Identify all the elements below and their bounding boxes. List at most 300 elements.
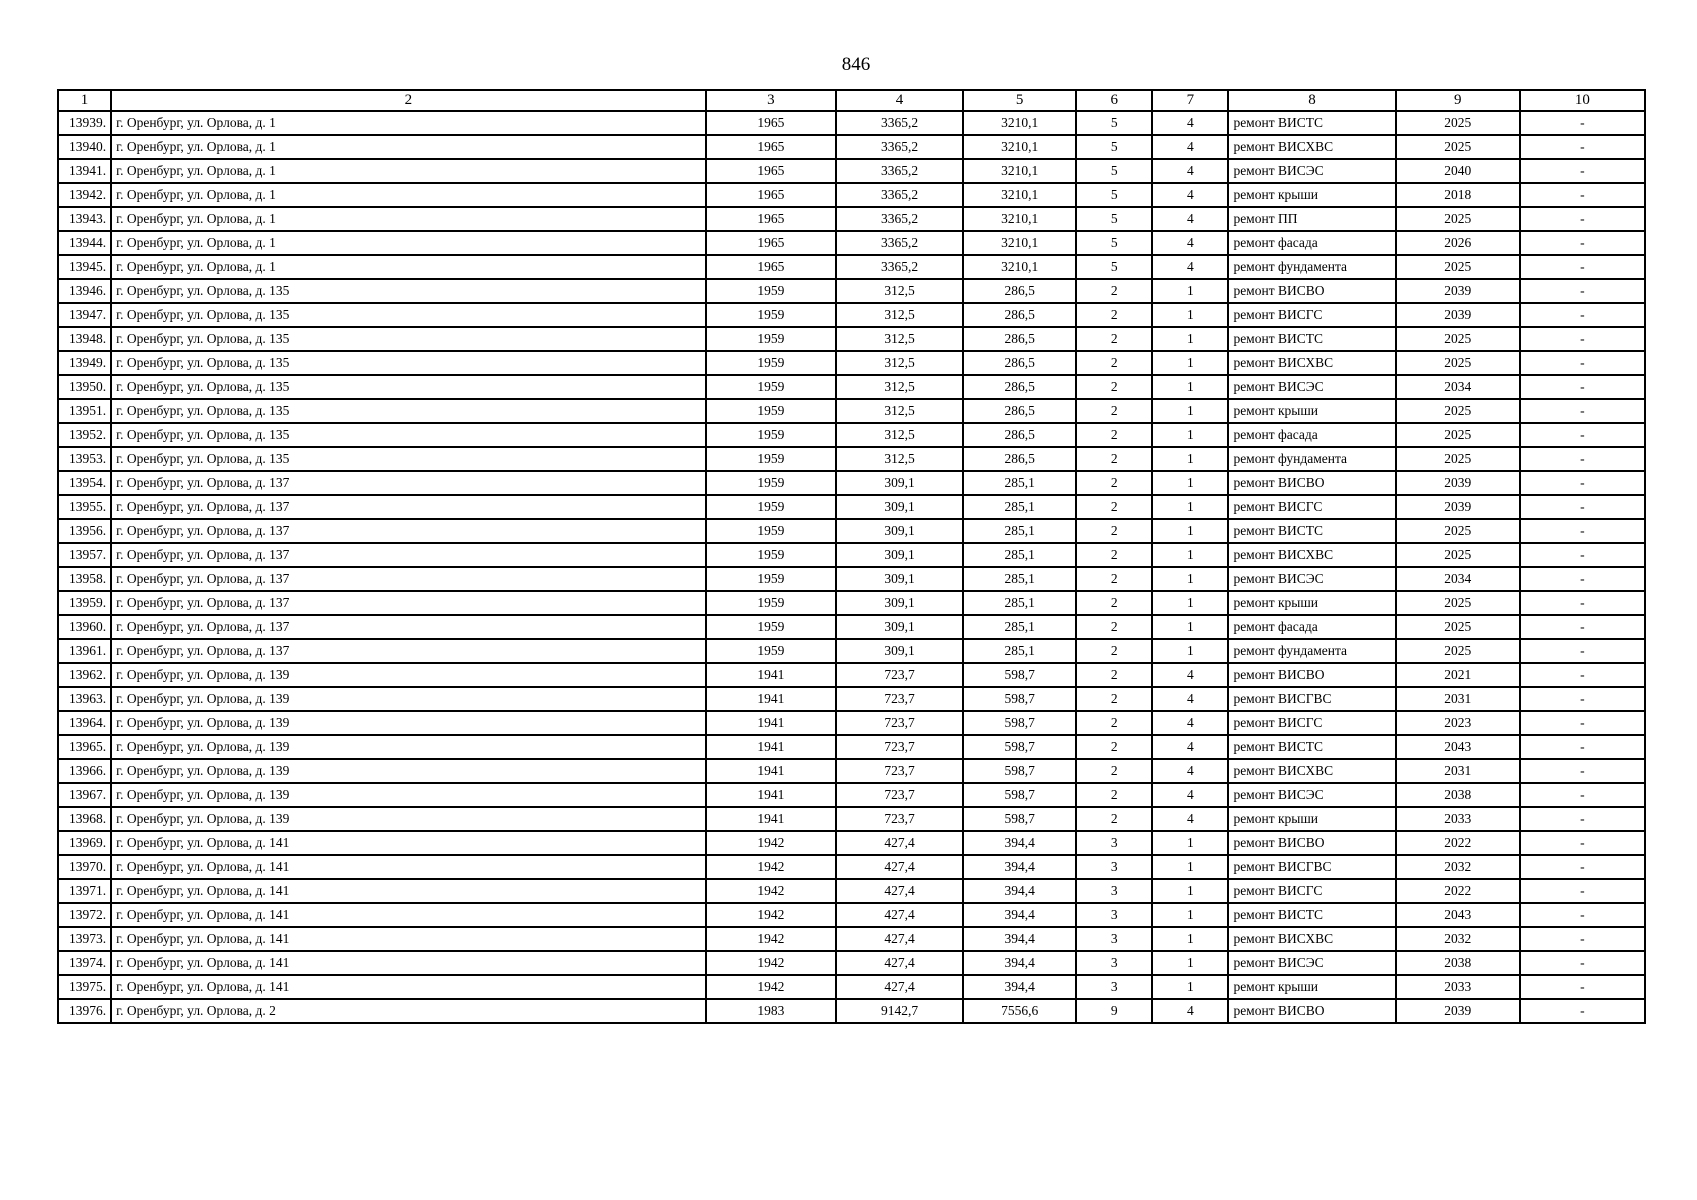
floors-cell: 2 [1076, 807, 1152, 831]
entrances-cell: 1 [1152, 471, 1228, 495]
address-cell: г. Оренбург, ул. Орлова, д. 135 [111, 375, 706, 399]
living-area-cell: 285,1 [963, 639, 1076, 663]
entrances-cell: 4 [1152, 207, 1228, 231]
address-cell: г. Оренбург, ул. Орлова, д. 141 [111, 903, 706, 927]
work-type-cell: ремонт ВИСЭС [1228, 783, 1395, 807]
work-type-cell: ремонт ВИСЭС [1228, 159, 1395, 183]
living-area-cell: 286,5 [963, 279, 1076, 303]
row-number-cell: 13965. [58, 735, 111, 759]
living-area-cell: 394,4 [963, 879, 1076, 903]
living-area-cell: 285,1 [963, 543, 1076, 567]
planned-year-cell: 2022 [1396, 831, 1520, 855]
entrances-cell: 4 [1152, 111, 1228, 135]
living-area-cell: 598,7 [963, 783, 1076, 807]
note-cell: - [1520, 519, 1645, 543]
table-row [58, 111, 1645, 135]
address-cell: г. Оренбург, ул. Орлова, д. 141 [111, 975, 706, 999]
work-type-cell: ремонт фундамента [1228, 255, 1395, 279]
total-area-cell: 3365,2 [836, 159, 963, 183]
table-row [58, 543, 1645, 567]
floors-cell: 3 [1076, 831, 1152, 855]
floors-cell: 5 [1076, 183, 1152, 207]
planned-year-cell: 2025 [1396, 135, 1520, 159]
floors-cell: 3 [1076, 927, 1152, 951]
entrances-cell: 4 [1152, 687, 1228, 711]
year-cell: 1959 [706, 303, 836, 327]
work-type-cell: ремонт ВИСВО [1228, 279, 1395, 303]
address-cell: г. Оренбург, ул. Орлова, д. 1 [111, 255, 706, 279]
address-cell: г. Оренбург, ул. Орлова, д. 141 [111, 831, 706, 855]
year-cell: 1942 [706, 831, 836, 855]
floors-cell: 2 [1076, 447, 1152, 471]
table-row [58, 735, 1645, 759]
table-row [58, 615, 1645, 639]
total-area-cell: 427,4 [836, 855, 963, 879]
total-area-cell: 723,7 [836, 735, 963, 759]
note-cell: - [1520, 207, 1645, 231]
entrances-cell: 4 [1152, 255, 1228, 279]
note-cell: - [1520, 735, 1645, 759]
note-cell: - [1520, 543, 1645, 567]
floors-cell: 2 [1076, 759, 1152, 783]
year-cell: 1965 [706, 111, 836, 135]
address-cell: г. Оренбург, ул. Орлова, д. 135 [111, 327, 706, 351]
address-cell: г. Оренбург, ул. Орлова, д. 139 [111, 711, 706, 735]
table-row [58, 807, 1645, 831]
note-cell: - [1520, 831, 1645, 855]
note-cell: - [1520, 711, 1645, 735]
living-area-cell: 394,4 [963, 951, 1076, 975]
living-area-cell: 598,7 [963, 759, 1076, 783]
work-type-cell: ремонт фасада [1228, 231, 1395, 255]
work-type-cell: ремонт ВИСВО [1228, 471, 1395, 495]
planned-year-cell: 2025 [1396, 591, 1520, 615]
living-area-cell: 598,7 [963, 711, 1076, 735]
note-cell: - [1520, 591, 1645, 615]
address-cell: г. Оренбург, ул. Орлова, д. 137 [111, 615, 706, 639]
work-type-cell: ремонт ВИСТС [1228, 903, 1395, 927]
work-type-cell: ремонт ВИСГС [1228, 879, 1395, 903]
register-table [57, 89, 1646, 1024]
year-cell: 1965 [706, 183, 836, 207]
total-area-cell: 723,7 [836, 711, 963, 735]
column-header: 9 [1396, 90, 1520, 111]
total-area-cell: 427,4 [836, 831, 963, 855]
column-header: 6 [1076, 90, 1152, 111]
address-cell: г. Оренбург, ул. Орлова, д. 137 [111, 591, 706, 615]
year-cell: 1941 [706, 807, 836, 831]
floors-cell: 3 [1076, 855, 1152, 879]
floors-cell: 2 [1076, 399, 1152, 423]
entrances-cell: 4 [1152, 735, 1228, 759]
total-area-cell: 723,7 [836, 783, 963, 807]
total-area-cell: 427,4 [836, 975, 963, 999]
note-cell: - [1520, 783, 1645, 807]
table-row [58, 375, 1645, 399]
planned-year-cell: 2025 [1396, 423, 1520, 447]
year-cell: 1959 [706, 591, 836, 615]
note-cell: - [1520, 879, 1645, 903]
entrances-cell: 4 [1152, 159, 1228, 183]
table-row [58, 495, 1645, 519]
floors-cell: 3 [1076, 879, 1152, 903]
living-area-cell: 394,4 [963, 831, 1076, 855]
total-area-cell: 309,1 [836, 519, 963, 543]
note-cell: - [1520, 975, 1645, 999]
note-cell: - [1520, 927, 1645, 951]
address-cell: г. Оренбург, ул. Орлова, д. 139 [111, 687, 706, 711]
row-number-cell: 13962. [58, 663, 111, 687]
work-type-cell: ремонт крыши [1228, 591, 1395, 615]
planned-year-cell: 2025 [1396, 351, 1520, 375]
table-row [58, 687, 1645, 711]
year-cell: 1941 [706, 735, 836, 759]
floors-cell: 9 [1076, 999, 1152, 1023]
entrances-cell: 1 [1152, 495, 1228, 519]
entrances-cell: 1 [1152, 303, 1228, 327]
entrances-cell: 4 [1152, 231, 1228, 255]
planned-year-cell: 2031 [1396, 687, 1520, 711]
year-cell: 1942 [706, 975, 836, 999]
address-cell: г. Оренбург, ул. Орлова, д. 139 [111, 783, 706, 807]
entrances-cell: 1 [1152, 399, 1228, 423]
work-type-cell: ремонт ВИСХВС [1228, 543, 1395, 567]
row-number-cell: 13943. [58, 207, 111, 231]
year-cell: 1965 [706, 255, 836, 279]
entrances-cell: 4 [1152, 999, 1228, 1023]
row-number-cell: 13973. [58, 927, 111, 951]
note-cell: - [1520, 399, 1645, 423]
row-number-cell: 13952. [58, 423, 111, 447]
note-cell: - [1520, 639, 1645, 663]
address-cell: г. Оренбург, ул. Орлова, д. 137 [111, 495, 706, 519]
floors-cell: 2 [1076, 375, 1152, 399]
planned-year-cell: 2025 [1396, 207, 1520, 231]
row-number-cell: 13966. [58, 759, 111, 783]
row-number-cell: 13950. [58, 375, 111, 399]
table-row [58, 447, 1645, 471]
entrances-cell: 4 [1152, 783, 1228, 807]
living-area-cell: 394,4 [963, 927, 1076, 951]
entrances-cell: 1 [1152, 567, 1228, 591]
work-type-cell: ремонт фасада [1228, 615, 1395, 639]
year-cell: 1959 [706, 279, 836, 303]
row-number-cell: 13957. [58, 543, 111, 567]
entrances-cell: 4 [1152, 663, 1228, 687]
living-area-cell: 598,7 [963, 687, 1076, 711]
year-cell: 1959 [706, 375, 836, 399]
table-row [58, 255, 1645, 279]
floors-cell: 3 [1076, 975, 1152, 999]
living-area-cell: 3210,1 [963, 207, 1076, 231]
column-header: 10 [1520, 90, 1645, 111]
planned-year-cell: 2025 [1396, 255, 1520, 279]
planned-year-cell: 2039 [1396, 303, 1520, 327]
year-cell: 1959 [706, 615, 836, 639]
note-cell: - [1520, 759, 1645, 783]
column-header: 5 [963, 90, 1076, 111]
row-number-cell: 13974. [58, 951, 111, 975]
note-cell: - [1520, 615, 1645, 639]
floors-cell: 2 [1076, 615, 1152, 639]
total-area-cell: 9142,7 [836, 999, 963, 1023]
table-row [58, 231, 1645, 255]
work-type-cell: ремонт ВИСХВС [1228, 351, 1395, 375]
year-cell: 1959 [706, 543, 836, 567]
planned-year-cell: 2025 [1396, 399, 1520, 423]
floors-cell: 5 [1076, 135, 1152, 159]
row-number-cell: 13951. [58, 399, 111, 423]
total-area-cell: 309,1 [836, 591, 963, 615]
planned-year-cell: 2026 [1396, 231, 1520, 255]
row-number-cell: 13961. [58, 639, 111, 663]
note-cell: - [1520, 183, 1645, 207]
row-number-cell: 13939. [58, 111, 111, 135]
note-cell: - [1520, 375, 1645, 399]
table-row [58, 399, 1645, 423]
living-area-cell: 3210,1 [963, 111, 1076, 135]
table-row [58, 159, 1645, 183]
floors-cell: 2 [1076, 471, 1152, 495]
total-area-cell: 312,5 [836, 399, 963, 423]
row-number-cell: 13956. [58, 519, 111, 543]
total-area-cell: 3365,2 [836, 207, 963, 231]
total-area-cell: 3365,2 [836, 111, 963, 135]
work-type-cell: ремонт ВИСГС [1228, 495, 1395, 519]
address-cell: г. Оренбург, ул. Орлова, д. 141 [111, 855, 706, 879]
row-number-cell: 13948. [58, 327, 111, 351]
living-area-cell: 285,1 [963, 495, 1076, 519]
year-cell: 1965 [706, 207, 836, 231]
row-number-cell: 13970. [58, 855, 111, 879]
work-type-cell: ремонт крыши [1228, 807, 1395, 831]
address-cell: г. Оренбург, ул. Орлова, д. 137 [111, 567, 706, 591]
total-area-cell: 309,1 [836, 567, 963, 591]
work-type-cell: ремонт крыши [1228, 183, 1395, 207]
year-cell: 1959 [706, 519, 836, 543]
address-cell: г. Оренбург, ул. Орлова, д. 1 [111, 183, 706, 207]
address-cell: г. Оренбург, ул. Орлова, д. 1 [111, 135, 706, 159]
floors-cell: 2 [1076, 327, 1152, 351]
column-header: 4 [836, 90, 963, 111]
total-area-cell: 723,7 [836, 807, 963, 831]
floors-cell: 2 [1076, 543, 1152, 567]
total-area-cell: 427,4 [836, 927, 963, 951]
entrances-cell: 1 [1152, 855, 1228, 879]
row-number-cell: 13949. [58, 351, 111, 375]
total-area-cell: 312,5 [836, 423, 963, 447]
entrances-cell: 1 [1152, 423, 1228, 447]
table-row [58, 591, 1645, 615]
living-area-cell: 3210,1 [963, 183, 1076, 207]
year-cell: 1959 [706, 447, 836, 471]
year-cell: 1941 [706, 711, 836, 735]
entrances-cell: 4 [1152, 135, 1228, 159]
entrances-cell: 1 [1152, 279, 1228, 303]
year-cell: 1942 [706, 927, 836, 951]
column-header: 1 [58, 90, 111, 111]
entrances-cell: 1 [1152, 327, 1228, 351]
floors-cell: 2 [1076, 303, 1152, 327]
work-type-cell: ремонт ВИСЭС [1228, 567, 1395, 591]
work-type-cell: ремонт крыши [1228, 975, 1395, 999]
floors-cell: 2 [1076, 351, 1152, 375]
year-cell: 1959 [706, 351, 836, 375]
work-type-cell: ремонт ВИСГВС [1228, 855, 1395, 879]
address-cell: г. Оренбург, ул. Орлова, д. 139 [111, 735, 706, 759]
table-row [58, 711, 1645, 735]
entrances-cell: 1 [1152, 903, 1228, 927]
planned-year-cell: 2034 [1396, 375, 1520, 399]
note-cell: - [1520, 159, 1645, 183]
table-row [58, 759, 1645, 783]
entrances-cell: 1 [1152, 927, 1228, 951]
floors-cell: 2 [1076, 639, 1152, 663]
work-type-cell: ремонт фундамента [1228, 639, 1395, 663]
row-number-cell: 13959. [58, 591, 111, 615]
entrances-cell: 1 [1152, 879, 1228, 903]
address-cell: г. Оренбург, ул. Орлова, д. 137 [111, 471, 706, 495]
address-cell: г. Оренбург, ул. Орлова, д. 141 [111, 951, 706, 975]
column-header: 8 [1228, 90, 1395, 111]
note-cell: - [1520, 303, 1645, 327]
table-row [58, 927, 1645, 951]
floors-cell: 2 [1076, 735, 1152, 759]
year-cell: 1959 [706, 471, 836, 495]
entrances-cell: 1 [1152, 951, 1228, 975]
planned-year-cell: 2043 [1396, 735, 1520, 759]
header-row [58, 90, 1645, 111]
work-type-cell: ремонт ВИСХВС [1228, 135, 1395, 159]
planned-year-cell: 2043 [1396, 903, 1520, 927]
living-area-cell: 286,5 [963, 303, 1076, 327]
planned-year-cell: 2039 [1396, 495, 1520, 519]
address-cell: г. Оренбург, ул. Орлова, д. 1 [111, 159, 706, 183]
total-area-cell: 3365,2 [836, 231, 963, 255]
row-number-cell: 13941. [58, 159, 111, 183]
total-area-cell: 309,1 [836, 639, 963, 663]
address-cell: г. Оренбург, ул. Орлова, д. 135 [111, 399, 706, 423]
living-area-cell: 285,1 [963, 519, 1076, 543]
column-header: 2 [111, 90, 706, 111]
living-area-cell: 394,4 [963, 855, 1076, 879]
year-cell: 1959 [706, 423, 836, 447]
table-row [58, 639, 1645, 663]
note-cell: - [1520, 327, 1645, 351]
work-type-cell: ремонт ВИСГС [1228, 711, 1395, 735]
table-row [58, 327, 1645, 351]
planned-year-cell: 2032 [1396, 927, 1520, 951]
entrances-cell: 4 [1152, 711, 1228, 735]
year-cell: 1965 [706, 159, 836, 183]
table-body [58, 111, 1645, 1023]
entrances-cell: 4 [1152, 183, 1228, 207]
year-cell: 1942 [706, 951, 836, 975]
table-row [58, 999, 1645, 1023]
table-row [58, 855, 1645, 879]
note-cell: - [1520, 807, 1645, 831]
planned-year-cell: 2033 [1396, 807, 1520, 831]
year-cell: 1941 [706, 687, 836, 711]
note-cell: - [1520, 135, 1645, 159]
address-cell: г. Оренбург, ул. Орлова, д. 135 [111, 423, 706, 447]
floors-cell: 3 [1076, 903, 1152, 927]
work-type-cell: ремонт фасада [1228, 423, 1395, 447]
planned-year-cell: 2039 [1396, 999, 1520, 1023]
entrances-cell: 1 [1152, 519, 1228, 543]
address-cell: г. Оренбург, ул. Орлова, д. 135 [111, 351, 706, 375]
year-cell: 1959 [706, 495, 836, 519]
address-cell: г. Оренбург, ул. Орлова, д. 135 [111, 303, 706, 327]
floors-cell: 2 [1076, 711, 1152, 735]
row-number-cell: 13968. [58, 807, 111, 831]
entrances-cell: 1 [1152, 615, 1228, 639]
row-number-cell: 13954. [58, 471, 111, 495]
living-area-cell: 598,7 [963, 735, 1076, 759]
row-number-cell: 13945. [58, 255, 111, 279]
floors-cell: 5 [1076, 231, 1152, 255]
floors-cell: 3 [1076, 951, 1152, 975]
living-area-cell: 286,5 [963, 351, 1076, 375]
living-area-cell: 286,5 [963, 399, 1076, 423]
year-cell: 1942 [706, 855, 836, 879]
work-type-cell: ремонт ВИСТС [1228, 327, 1395, 351]
address-cell: г. Оренбург, ул. Орлова, д. 1 [111, 231, 706, 255]
note-cell: - [1520, 687, 1645, 711]
year-cell: 1941 [706, 759, 836, 783]
note-cell: - [1520, 663, 1645, 687]
total-area-cell: 312,5 [836, 279, 963, 303]
planned-year-cell: 2025 [1396, 519, 1520, 543]
work-type-cell: ремонт ВИСХВС [1228, 927, 1395, 951]
table-row [58, 519, 1645, 543]
year-cell: 1965 [706, 135, 836, 159]
total-area-cell: 312,5 [836, 303, 963, 327]
year-cell: 1965 [706, 231, 836, 255]
living-area-cell: 598,7 [963, 807, 1076, 831]
row-number-cell: 13964. [58, 711, 111, 735]
living-area-cell: 285,1 [963, 615, 1076, 639]
note-cell: - [1520, 567, 1645, 591]
table-row [58, 135, 1645, 159]
floors-cell: 2 [1076, 279, 1152, 303]
work-type-cell: ремонт фундамента [1228, 447, 1395, 471]
living-area-cell: 285,1 [963, 591, 1076, 615]
living-area-cell: 3210,1 [963, 159, 1076, 183]
year-cell: 1942 [706, 879, 836, 903]
column-header: 3 [706, 90, 836, 111]
year-cell: 1959 [706, 399, 836, 423]
row-number-cell: 13969. [58, 831, 111, 855]
address-cell: г. Оренбург, ул. Орлова, д. 135 [111, 447, 706, 471]
note-cell: - [1520, 447, 1645, 471]
table-row [58, 279, 1645, 303]
planned-year-cell: 2034 [1396, 567, 1520, 591]
living-area-cell: 285,1 [963, 567, 1076, 591]
living-area-cell: 286,5 [963, 327, 1076, 351]
address-cell: г. Оренбург, ул. Орлова, д. 139 [111, 759, 706, 783]
living-area-cell: 286,5 [963, 447, 1076, 471]
row-number-cell: 13955. [58, 495, 111, 519]
planned-year-cell: 2018 [1396, 183, 1520, 207]
floors-cell: 2 [1076, 519, 1152, 543]
planned-year-cell: 2038 [1396, 783, 1520, 807]
row-number-cell: 13967. [58, 783, 111, 807]
table-row [58, 783, 1645, 807]
table-row [58, 423, 1645, 447]
note-cell: - [1520, 903, 1645, 927]
row-number-cell: 13940. [58, 135, 111, 159]
